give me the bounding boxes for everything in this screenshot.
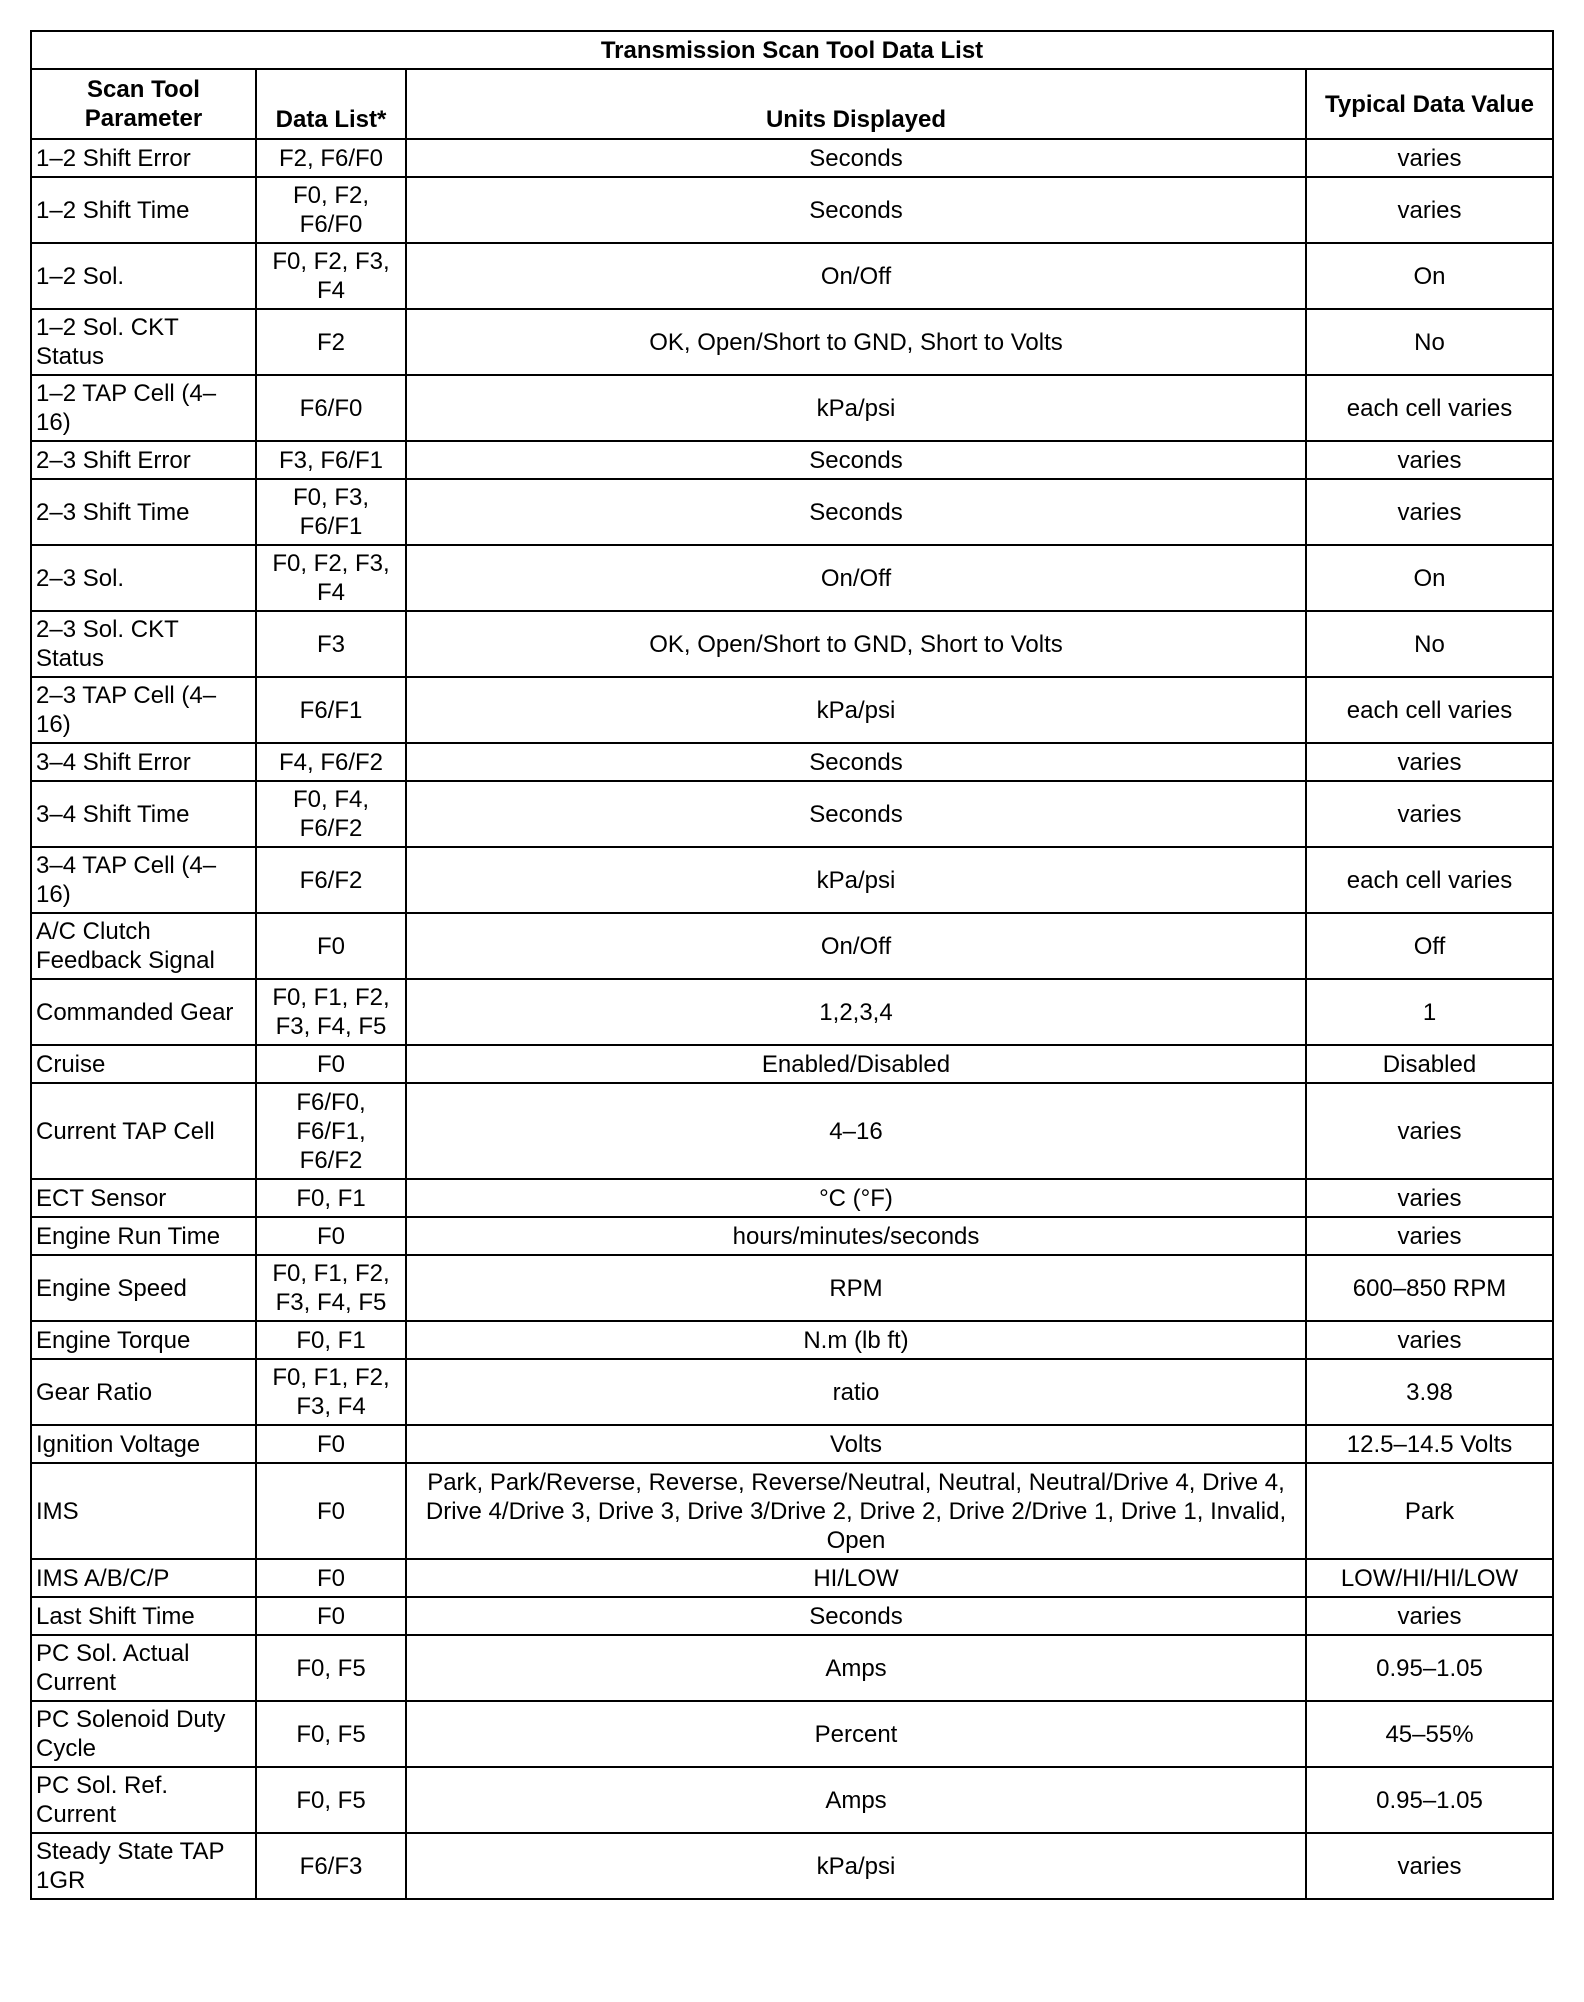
table-row xyxy=(31,177,1553,243)
typical-value-cell: varies xyxy=(1306,441,1553,479)
typical-value-cell: 45–55% xyxy=(1306,1701,1553,1767)
table-row xyxy=(31,1425,1553,1463)
typical-value-cell: varies xyxy=(1306,479,1553,545)
data-list-cell: F4, F6/F2 xyxy=(256,743,406,781)
table-title: Transmission Scan Tool Data List xyxy=(31,31,1553,69)
table-row xyxy=(31,545,1553,611)
param-cell: Gear Ratio xyxy=(31,1359,256,1425)
table-row xyxy=(31,139,1553,177)
units-cell: Percent xyxy=(406,1701,1306,1767)
units-cell: 1,2,3,4 xyxy=(406,979,1306,1045)
param-cell: Cruise xyxy=(31,1045,256,1083)
param-cell: Engine Speed xyxy=(31,1255,256,1321)
typical-value-cell: varies xyxy=(1306,1083,1553,1179)
param-cell: Last Shift Time xyxy=(31,1597,256,1635)
data-list-cell: F0, F2, F6/F0 xyxy=(256,177,406,243)
param-cell: Commanded Gear xyxy=(31,979,256,1045)
typical-value-cell: No xyxy=(1306,309,1553,375)
table-row xyxy=(31,479,1553,545)
header-data-list: Data List* xyxy=(256,69,406,139)
data-list-cell: F6/F1 xyxy=(256,677,406,743)
data-list-cell: F0 xyxy=(256,1425,406,1463)
data-list-cell: F3, F6/F1 xyxy=(256,441,406,479)
units-cell: Amps xyxy=(406,1635,1306,1701)
header-typical-data-value: Typical Data Value xyxy=(1306,69,1553,139)
units-cell: Amps xyxy=(406,1767,1306,1833)
typical-value-cell: varies xyxy=(1306,743,1553,781)
typical-value-cell: varies xyxy=(1306,177,1553,243)
typical-value-cell: 3.98 xyxy=(1306,1359,1553,1425)
table-row xyxy=(31,913,1553,979)
param-cell: 1–2 Shift Time xyxy=(31,177,256,243)
table-row xyxy=(31,1463,1553,1559)
table-row xyxy=(31,1701,1553,1767)
data-list-cell: F0, F1, F2, F3, F4 xyxy=(256,1359,406,1425)
units-cell: Volts xyxy=(406,1425,1306,1463)
table-row xyxy=(31,1255,1553,1321)
table-row xyxy=(31,611,1553,677)
table-row xyxy=(31,243,1553,309)
param-cell: 3–4 Shift Time xyxy=(31,781,256,847)
data-list-cell: F6/F3 xyxy=(256,1833,406,1899)
units-cell: Seconds xyxy=(406,743,1306,781)
data-list-cell: F0 xyxy=(256,913,406,979)
units-cell: RPM xyxy=(406,1255,1306,1321)
typical-value-cell: varies xyxy=(1306,1833,1553,1899)
param-cell: 1–2 Shift Error xyxy=(31,139,256,177)
typical-value-cell: each cell varies xyxy=(1306,375,1553,441)
typical-value-cell: No xyxy=(1306,611,1553,677)
units-cell: Seconds xyxy=(406,1597,1306,1635)
data-list-cell: F0, F5 xyxy=(256,1635,406,1701)
typical-value-cell: On xyxy=(1306,545,1553,611)
units-cell: On/Off xyxy=(406,545,1306,611)
data-list-cell: F0, F1 xyxy=(256,1179,406,1217)
units-cell: hours/minutes/seconds xyxy=(406,1217,1306,1255)
table-row xyxy=(31,1597,1553,1635)
param-cell: PC Sol. Ref. Current xyxy=(31,1767,256,1833)
units-cell: kPa/psi xyxy=(406,375,1306,441)
param-cell: Engine Torque xyxy=(31,1321,256,1359)
units-cell: OK, Open/Short to GND, Short to Volts xyxy=(406,611,1306,677)
table-row xyxy=(31,1045,1553,1083)
param-cell: 3–4 TAP Cell (4–16) xyxy=(31,847,256,913)
data-list-cell: F2 xyxy=(256,309,406,375)
table-row xyxy=(31,1359,1553,1425)
typical-value-cell: Disabled xyxy=(1306,1045,1553,1083)
units-cell: °C (°F) xyxy=(406,1179,1306,1217)
units-cell: On/Off xyxy=(406,913,1306,979)
header-row xyxy=(31,69,1553,139)
data-list-cell: F0 xyxy=(256,1559,406,1597)
data-list-cell: F0, F2, F3, F4 xyxy=(256,243,406,309)
param-cell: Engine Run Time xyxy=(31,1217,256,1255)
units-cell: N.m (lb ft) xyxy=(406,1321,1306,1359)
param-cell: 2–3 Sol. CKT Status xyxy=(31,611,256,677)
param-cell: 2–3 Shift Error xyxy=(31,441,256,479)
param-cell: 1–2 TAP Cell (4–16) xyxy=(31,375,256,441)
param-cell: IMS xyxy=(31,1463,256,1559)
units-cell: Seconds xyxy=(406,177,1306,243)
data-list-cell: F6/F0 xyxy=(256,375,406,441)
typical-value-cell: Park xyxy=(1306,1463,1553,1559)
table-row xyxy=(31,1083,1553,1179)
table-row xyxy=(31,375,1553,441)
data-list-cell: F0, F5 xyxy=(256,1701,406,1767)
units-cell: kPa/psi xyxy=(406,847,1306,913)
param-cell: PC Sol. Actual Current xyxy=(31,1635,256,1701)
typical-value-cell: varies xyxy=(1306,139,1553,177)
units-cell: Seconds xyxy=(406,479,1306,545)
table-row xyxy=(31,781,1553,847)
data-list-cell: F6/F0, F6/F1, F6/F2 xyxy=(256,1083,406,1179)
table-row xyxy=(31,1179,1553,1217)
data-list-cell: F6/F2 xyxy=(256,847,406,913)
table-row xyxy=(31,1321,1553,1359)
typical-value-cell: 0.95–1.05 xyxy=(1306,1767,1553,1833)
data-list-cell: F0 xyxy=(256,1045,406,1083)
typical-value-cell: varies xyxy=(1306,781,1553,847)
units-cell: HI/LOW xyxy=(406,1559,1306,1597)
data-list-cell: F0 xyxy=(256,1217,406,1255)
table-row xyxy=(31,1559,1553,1597)
typical-value-cell: Off xyxy=(1306,913,1553,979)
typical-value-cell: 0.95–1.05 xyxy=(1306,1635,1553,1701)
param-cell: Steady State TAP 1GR xyxy=(31,1833,256,1899)
param-cell: A/C Clutch Feedback Signal xyxy=(31,913,256,979)
table-row xyxy=(31,979,1553,1045)
param-cell: 3–4 Shift Error xyxy=(31,743,256,781)
table-row xyxy=(31,847,1553,913)
data-list-cell: F0, F1 xyxy=(256,1321,406,1359)
units-cell: Seconds xyxy=(406,441,1306,479)
table-row xyxy=(31,1833,1553,1899)
units-cell: kPa/psi xyxy=(406,1833,1306,1899)
units-cell: On/Off xyxy=(406,243,1306,309)
scan-tool-data-sheet xyxy=(30,30,1552,1900)
table-row xyxy=(31,1767,1553,1833)
units-cell: ratio xyxy=(406,1359,1306,1425)
data-list-cell: F0, F4, F6/F2 xyxy=(256,781,406,847)
typical-value-cell: 1 xyxy=(1306,979,1553,1045)
param-cell: IMS A/B/C/P xyxy=(31,1559,256,1597)
table-row xyxy=(31,441,1553,479)
header-parameter: Scan Tool Parameter xyxy=(31,69,256,139)
data-list-cell: F0 xyxy=(256,1463,406,1559)
param-cell: 2–3 Sol. xyxy=(31,545,256,611)
typical-value-cell: each cell varies xyxy=(1306,677,1553,743)
param-cell: 2–3 Shift Time xyxy=(31,479,256,545)
data-list-cell: F2, F6/F0 xyxy=(256,139,406,177)
param-cell: 1–2 Sol. xyxy=(31,243,256,309)
data-list-cell: F0 xyxy=(256,1597,406,1635)
units-cell: Enabled/Disabled xyxy=(406,1045,1306,1083)
data-list-cell: F0, F5 xyxy=(256,1767,406,1833)
typical-value-cell: 12.5–14.5 Volts xyxy=(1306,1425,1553,1463)
scan-tool-data-table xyxy=(30,30,1554,1900)
typical-value-cell: varies xyxy=(1306,1321,1553,1359)
data-list-cell: F0, F2, F3, F4 xyxy=(256,545,406,611)
data-list-cell: F0, F3, F6/F1 xyxy=(256,479,406,545)
data-list-cell: F0, F1, F2, F3, F4, F5 xyxy=(256,979,406,1045)
data-list-cell: F3 xyxy=(256,611,406,677)
param-cell: Current TAP Cell xyxy=(31,1083,256,1179)
typical-value-cell: On xyxy=(1306,243,1553,309)
table-row xyxy=(31,1635,1553,1701)
units-cell: kPa/psi xyxy=(406,677,1306,743)
table-row xyxy=(31,309,1553,375)
units-cell: Park, Park/Reverse, Reverse, Reverse/Neutral, Neutral, Neutral/Drive 4, Drive 4, Drive 4/Drive 3, Drive 3, Drive 3/Drive 2, Drive 2, Drive 2/Drive 1, Drive 1, Invalid, Open xyxy=(406,1463,1306,1559)
typical-value-cell: 600–850 RPM xyxy=(1306,1255,1553,1321)
table-row xyxy=(31,743,1553,781)
table-row xyxy=(31,1217,1553,1255)
typical-value-cell: varies xyxy=(1306,1217,1553,1255)
param-cell: ECT Sensor xyxy=(31,1179,256,1217)
typical-value-cell: varies xyxy=(1306,1597,1553,1635)
param-cell: 1–2 Sol. CKT Status xyxy=(31,309,256,375)
typical-value-cell: LOW/HI/HI/LOW xyxy=(1306,1559,1553,1597)
units-cell: OK, Open/Short to GND, Short to Volts xyxy=(406,309,1306,375)
units-cell: Seconds xyxy=(406,139,1306,177)
typical-value-cell: varies xyxy=(1306,1179,1553,1217)
units-cell: Seconds xyxy=(406,781,1306,847)
param-cell: Ignition Voltage xyxy=(31,1425,256,1463)
header-units-displayed: Units Displayed xyxy=(406,69,1306,139)
param-cell: 2–3 TAP Cell (4–16) xyxy=(31,677,256,743)
table-row xyxy=(31,677,1553,743)
typical-value-cell: each cell varies xyxy=(1306,847,1553,913)
table-body xyxy=(31,139,1553,1899)
units-cell: 4–16 xyxy=(406,1083,1306,1179)
param-cell: PC Solenoid Duty Cycle xyxy=(31,1701,256,1767)
data-list-cell: F0, F1, F2, F3, F4, F5 xyxy=(256,1255,406,1321)
title-row xyxy=(31,31,1553,69)
